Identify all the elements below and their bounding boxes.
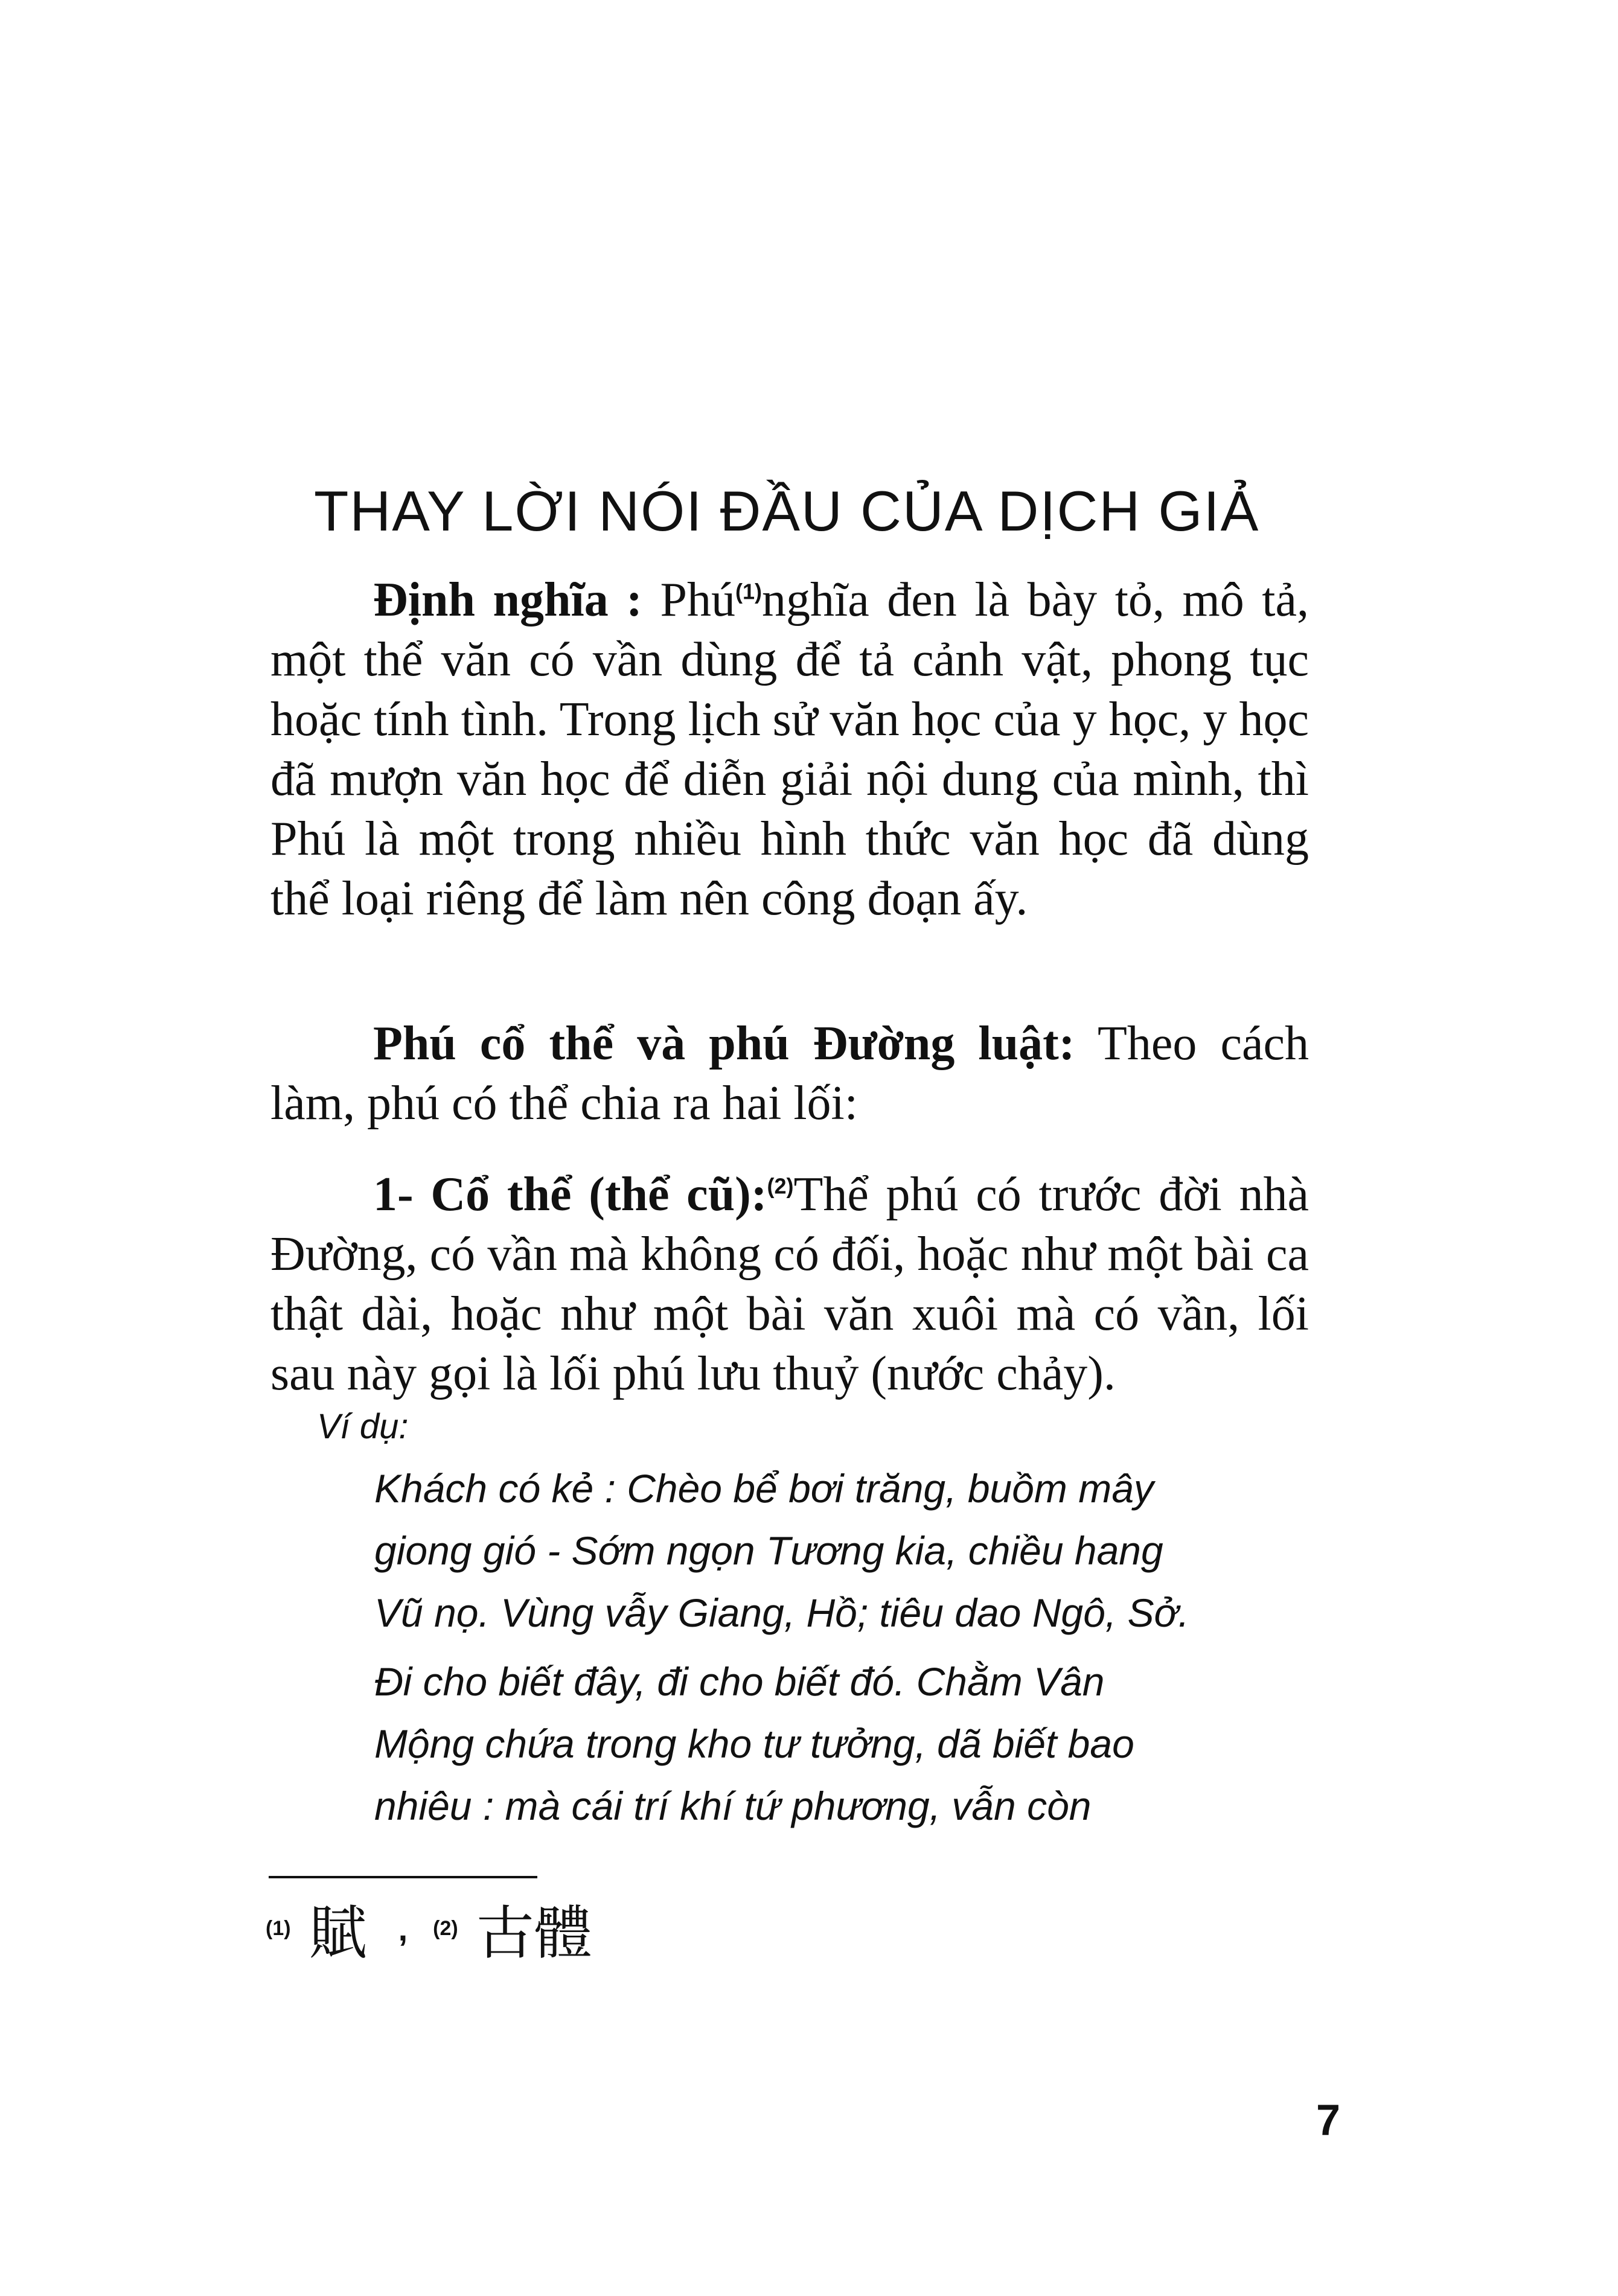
definition-text: nghĩa đen là bày tỏ, mô tả, một thể văn có vần dùng để tả cảnh vật, phong tục hoặc tính tình. Trong lịch sử văn học của y học, y học đã mượn văn học để diễn giải nội dung của mình, thì Phú là một trong nhiều hình thức văn học đã dùng thể loại riêng để làm nên công đoạn ấy. bbox=[270, 573, 1309, 925]
classification-paragraph bbox=[270, 1014, 1309, 1134]
verse-line: Đi cho biết đây, đi cho biết đó. Chằm Vân bbox=[374, 1659, 1105, 1704]
example-verse-1 bbox=[374, 1458, 1340, 1644]
verse-line: Mộng chứa trong kho tư tưởng, dã biết bao bbox=[374, 1721, 1134, 1766]
footnote-separator: , bbox=[398, 1909, 408, 1948]
verse-line: giong gió - Sớm ngọn Tương kia, chiều hang bbox=[374, 1528, 1163, 1573]
footnote-divider bbox=[269, 1876, 537, 1878]
co-the-text: Thể phú có trước đời nhà Đường, có vần mà không có đối, hoặc như một bài ca thật dài, hoặc như một bài văn xuôi mà có vần, lối sau này gọi là lối phú lưu thuỷ (nước chảy). bbox=[270, 1168, 1309, 1400]
verse-line: nhiêu : mà cái trí khí tứ phương, vẫn còn bbox=[374, 1784, 1092, 1828]
footnotes bbox=[266, 1895, 592, 1967]
verse-line: Vũ nọ. Vùng vẫy Giang, Hồ; tiêu dao Ngô, Sở. bbox=[374, 1590, 1189, 1635]
verse-line: Khách có kẻ : Chèo bể bơi trăng, buồm mây bbox=[374, 1466, 1154, 1511]
footnote-number-2: (2) bbox=[433, 1916, 458, 1940]
example-verse-2 bbox=[374, 1651, 1340, 1837]
classification-lead: Phú cổ thể và phú Đường luật: bbox=[373, 1017, 1075, 1070]
example-label: Ví dụ: bbox=[317, 1407, 409, 1446]
page-number: 7 bbox=[1316, 2096, 1341, 2145]
co-the-lead: 1- Cổ thể (thể cũ): bbox=[373, 1168, 767, 1221]
footnote-ref-2: (2) bbox=[767, 1173, 794, 1199]
chapter-title: THAY LỜI NÓI ĐẦU CỦA DỊCH GIẢ bbox=[314, 479, 1260, 543]
definition-term: Phú bbox=[642, 573, 735, 627]
co-the-paragraph bbox=[270, 1165, 1309, 1404]
definition-lead: Định nghĩa : bbox=[373, 573, 642, 627]
footnote-text-2: 古體 bbox=[476, 1899, 592, 1967]
definition-paragraph bbox=[270, 570, 1309, 929]
footnote-ref-1: (1) bbox=[735, 579, 762, 604]
classification-text: Theo cách làm, phú có thể chia ra hai lối: bbox=[270, 1017, 1309, 1130]
footnote-number-1: (1) bbox=[266, 1916, 291, 1940]
footnote-text-1: 賦 bbox=[309, 1899, 367, 1967]
